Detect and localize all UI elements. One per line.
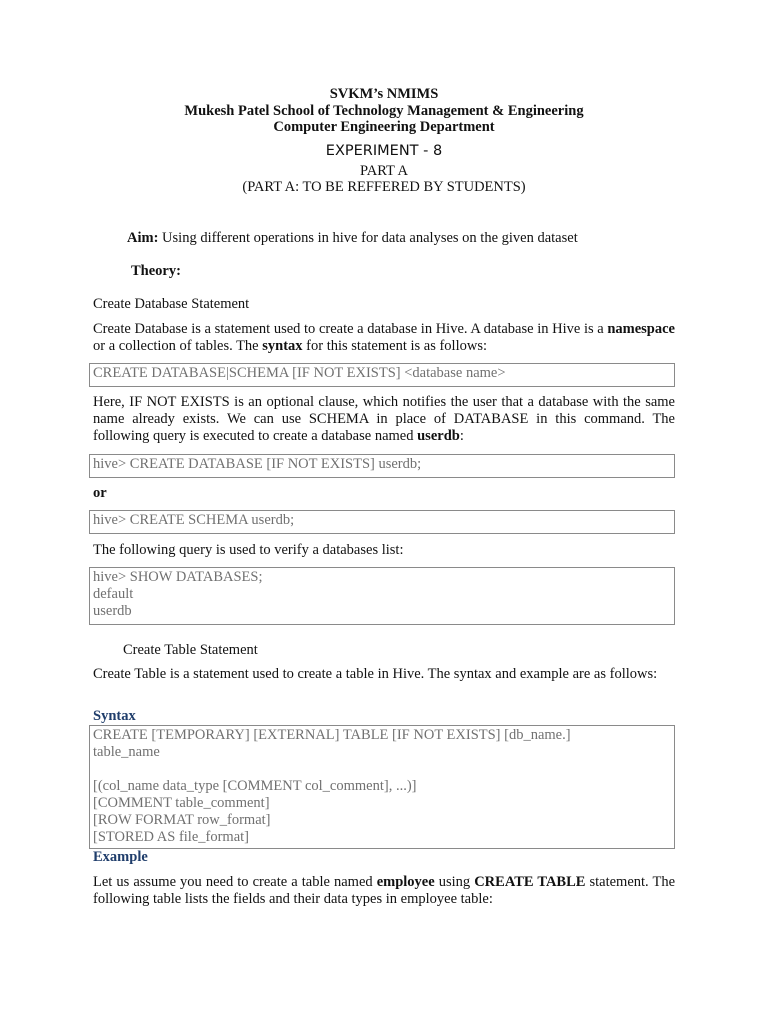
code-line: hive> SHOW DATABASES;: [93, 569, 263, 585]
create-db-p1-c: or a collection of tables. The: [93, 338, 263, 354]
create-table-syntax-box: [89, 725, 675, 849]
create-db-p2-b: userdb: [417, 428, 460, 444]
department-name: Computer Engineering Department: [273, 119, 495, 135]
create-db-p1-a: Create Database is a statement used to create a database in Hive. A database in Hive is a: [93, 321, 608, 337]
code-line: userdb: [93, 603, 132, 619]
code-line: [COMMENT table_comment]: [93, 795, 270, 811]
create-db-p2-c: :: [459, 428, 464, 444]
example-paragraph: [93, 874, 675, 908]
create-db-title: Create Database Statement: [93, 296, 250, 312]
syntax-label: Syntax: [93, 708, 136, 724]
part-note: (PART A: TO BE REFFERED BY STUDENTS): [242, 179, 526, 195]
if-not-exists-paragraph: [93, 394, 675, 445]
code-line: default: [93, 586, 134, 602]
institute-name: SVKM’s NMIMS: [329, 86, 439, 102]
create-database-code-box: [89, 454, 675, 478]
verify-paragraph: The following query is used to verify a databases list:: [93, 542, 404, 558]
create-db-paragraph: [93, 321, 675, 355]
or-label: or: [93, 485, 107, 501]
code-line: hive> CREATE DATABASE [IF NOT EXISTS] userdb;: [93, 456, 422, 472]
example-p2-b: employee: [376, 874, 435, 890]
code-line: CREATE DATABASE|SCHEMA [IF NOT EXISTS] <database name>: [93, 365, 506, 381]
aim-text: Using different operations in hive for data analyses on the given dataset: [158, 230, 578, 246]
code-line: CREATE [TEMPORARY] [EXTERNAL] TABLE [IF NOT EXISTS] [db_name.]: [93, 727, 571, 743]
example-p2-a: Let us assume you need to create a table named: [93, 874, 377, 890]
create-db-syntax-box: [89, 363, 675, 387]
aim-line: [127, 230, 687, 247]
create-db-p2-a: Here, IF NOT EXISTS is an optional clause, which notifies the user that a database with the same name already exists. We can use SCHEMA in place of DATABASE in this command. The following query is executed to create a database named: [93, 394, 675, 444]
code-line: table_name: [93, 744, 160, 760]
example-p2-c: using: [434, 874, 475, 890]
example-p2-e: statement. The following table lists the fields and their data types in employee table:: [93, 874, 676, 907]
show-databases-code-box: [89, 567, 675, 625]
aim-label: Aim:: [127, 230, 159, 246]
create-table-title: Create Table Statement: [123, 642, 258, 658]
code-line: [ROW FORMAT row_format]: [93, 812, 271, 828]
experiment-title: EXPERIMENT - 8: [325, 143, 443, 159]
code-line: [(col_name data_type [COMMENT col_comment], ...)]: [93, 778, 417, 794]
example-label: Example: [93, 849, 148, 865]
theory-label: Theory:: [131, 263, 181, 279]
code-line: [STORED AS file_format]: [93, 829, 249, 845]
create-schema-code-box: [89, 510, 675, 534]
school-name: Mukesh Patel School of Technology Management & Engineering: [184, 103, 584, 119]
example-p2-d: CREATE TABLE: [474, 874, 586, 890]
create-db-p1-b: namespace: [607, 321, 675, 337]
create-table-paragraph: Create Table is a statement used to create a table in Hive. The syntax and example are as follows:: [93, 666, 658, 682]
code-line: [93, 761, 671, 778]
part-title: PART A: [360, 163, 408, 179]
code-line: hive> CREATE SCHEMA userdb;: [93, 512, 295, 528]
create-db-p1-d: syntax: [262, 338, 303, 354]
create-db-p1-e: for this statement is as follows:: [302, 338, 487, 354]
